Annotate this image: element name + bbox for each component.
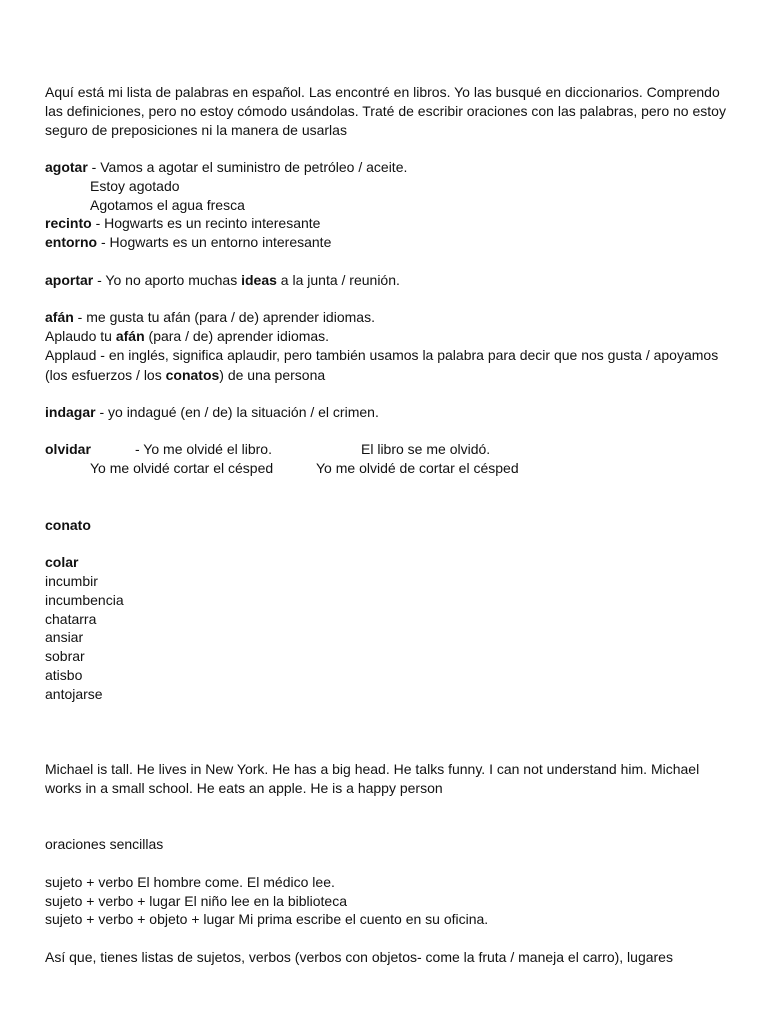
aportar-entry xyxy=(45,271,400,289)
afan-line-4 xyxy=(45,366,325,384)
sentence-pattern-1: sujeto + verbo El hombre come. El médico lee. xyxy=(45,874,335,890)
michael-line-1: Michael is tall. He lives in New York. He has a big head. He talks funny. I can not understand him. Michael xyxy=(45,761,700,777)
word-list-item: chatarra xyxy=(45,611,97,627)
afan-line-2 xyxy=(45,327,329,345)
intro-line-1: Aquí está mi lista de palabras en español. Las encontré en libros. Yo las busqué en diccionarios. Comprendo xyxy=(45,84,720,100)
olvidar-example-b: El libro se me olvidó. xyxy=(361,441,491,457)
aportar-word: aportar xyxy=(45,272,94,288)
oraciones-title: oraciones sencillas xyxy=(45,836,164,852)
word-list-item: incumbir xyxy=(45,573,98,589)
afan-entry xyxy=(45,308,375,326)
sentence-pattern-3: sujeto + verbo + objeto + lugar Mi prima escribe el cuento en su oficina. xyxy=(45,911,489,927)
afan-line-4-bold: conatos xyxy=(165,367,220,383)
indagar-definition: - yo indagué (en / de) la situación / el crimen. xyxy=(95,404,379,420)
aportar-text: - Yo no aporto muchas xyxy=(93,272,242,288)
indagar-word: indagar xyxy=(45,404,96,420)
olvidar-example-c: Yo me olvidé cortar el césped xyxy=(90,460,274,476)
olvidar-example-a: - Yo me olvidé el libro. xyxy=(135,441,272,457)
recinto-definition: - Hogwarts es un recinto interesante xyxy=(91,215,321,231)
word-list-item: ansiar xyxy=(45,629,84,645)
michael-line-2: works in a small school. He eats an apple. He is a happy person xyxy=(45,780,443,796)
entorno-definition: - Hogwarts es un entorno interesante xyxy=(97,234,332,250)
sentence-pattern-2: sujeto + verbo + lugar El niño lee en la biblioteca xyxy=(45,893,347,909)
word-list-item: antojarse xyxy=(45,686,103,702)
afan-line-2-bold: afán xyxy=(115,328,145,344)
word-list-item: sobrar xyxy=(45,648,85,664)
final-line: Así que, tienes listas de sujetos, verbos (verbos con objetos- come la fruta / maneja el carro), lugares xyxy=(45,949,673,965)
word-list-item: incumbencia xyxy=(45,592,124,608)
afan-definition: - me gusta tu afán (para / de) aprender idiomas. xyxy=(73,309,375,325)
agotar-definition: - Vamos a agotar el suministro de petróleo / aceite. xyxy=(87,159,408,175)
afan-line-3: Applaud - en inglés, significa aplaudir, pero también usamos la palabra para decir que nos gusta / apoyamos xyxy=(45,347,719,363)
indagar-entry xyxy=(45,403,379,421)
afan-line-2-text-end: (para / de) aprender idiomas. xyxy=(144,328,330,344)
intro-line-2: las definiciones, pero no estoy cómodo usándolas. Traté de escribir oraciones con las palabras, pero no estoy xyxy=(45,103,726,119)
aportar-text-end: a la junta / reunión. xyxy=(276,272,400,288)
afan-word: afán xyxy=(45,309,74,325)
agotar-entry xyxy=(45,158,407,176)
olvidar-example-d: Yo me olvidé de cortar el césped xyxy=(316,460,519,476)
agotar-example-2: Agotamos el agua fresca xyxy=(90,197,245,213)
colar-word: colar xyxy=(45,554,79,570)
entorno-entry xyxy=(45,233,331,251)
afan-line-2-text: Aplaudo tu xyxy=(45,328,116,344)
recinto-entry xyxy=(45,214,320,232)
agotar-example-1: Estoy agotado xyxy=(90,178,180,194)
agotar-word: agotar xyxy=(45,159,88,175)
afan-line-4-text-end: ) de una persona xyxy=(219,367,326,383)
conato-word: conato xyxy=(45,517,91,533)
afan-line-4-text: (los esfuerzos / los xyxy=(45,367,166,383)
word-list-item: atisbo xyxy=(45,667,83,683)
entorno-word: entorno xyxy=(45,234,98,250)
intro-line-3: seguro de preposiciones ni la manera de usarlas xyxy=(45,122,347,138)
recinto-word: recinto xyxy=(45,215,92,231)
olvidar-word: olvidar xyxy=(45,441,91,457)
aportar-bold: ideas xyxy=(241,272,277,288)
